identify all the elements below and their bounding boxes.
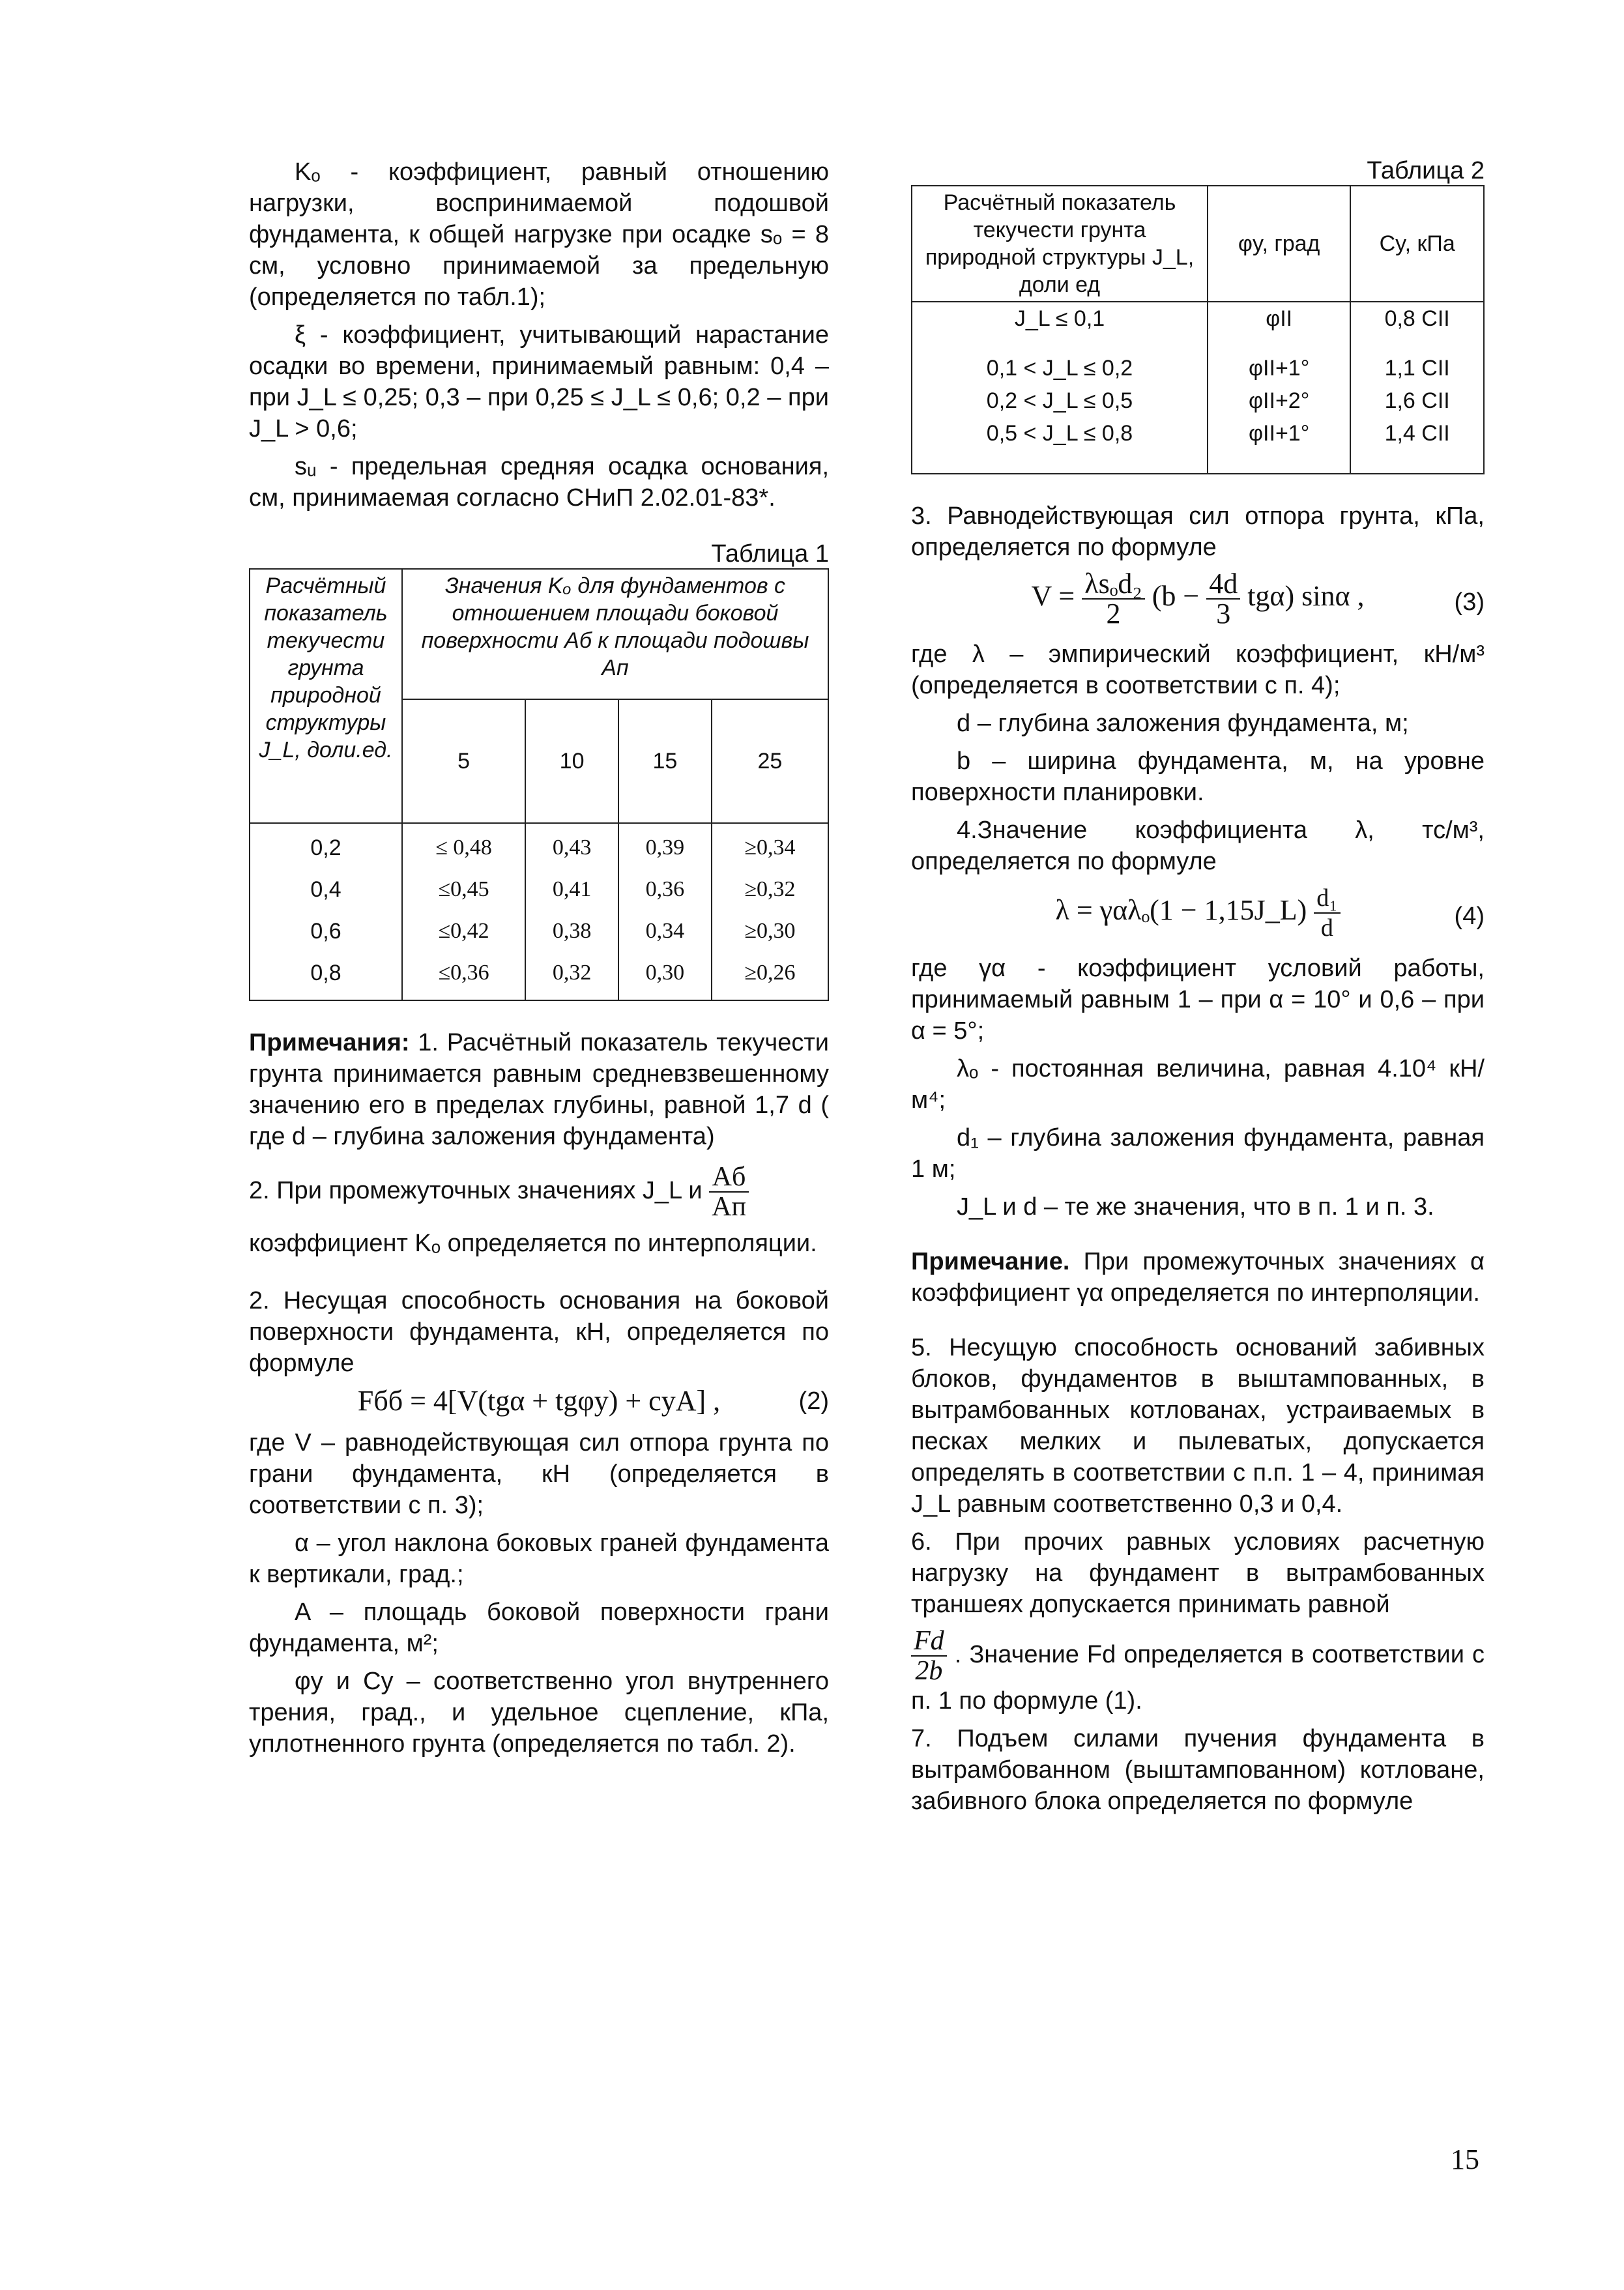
ab-an-fraction	[709, 1163, 749, 1221]
table1-col: 5	[402, 699, 525, 823]
table1-col: 25	[712, 699, 828, 823]
formula-3-denominator: 2	[1106, 598, 1121, 630]
table2-row	[912, 302, 1484, 335]
formula-4-numerator: d₁	[1314, 884, 1340, 914]
paragraph-xi: ξ - коэффициент, учитывающий нарастание осадки во времени, принимаемый равным: 0,4 – при J_L ≤ 0,25; 0,3 – при 0,25 ≤ J_L ≤ 0,6; 0,2 – при J_L > 0,6;	[249, 321, 829, 442]
table2-cell: φII+2°	[1208, 384, 1350, 417]
formula-3-numerator: λsₒd₂	[1082, 570, 1144, 600]
table1-row	[250, 823, 828, 864]
formula-3-number: (3)	[1454, 588, 1485, 616]
table1-row	[250, 864, 828, 906]
table1-cell: ≤0,36	[402, 948, 525, 1000]
paragraph-6-cont: . Значение Fd определяется в соответствии с п. 1 по формуле (1).	[911, 1641, 1485, 1715]
table1-col: 10	[525, 699, 618, 823]
definition-lambda0: λₒ - постоянная величина, равная 4.10⁴ кН/м⁴;	[911, 1055, 1485, 1114]
table1-cell: 0,34	[618, 906, 712, 948]
definition-a: A – площадь боковой поверхности грани фундамента, м²;	[249, 1599, 829, 1657]
definition-alpha: α – угол наклона боковых граней фундамента к вертикали, град.;	[249, 1529, 829, 1588]
table1	[249, 568, 829, 1001]
table1-cell: ≥0,32	[712, 864, 828, 906]
table2-header: Cy, кПа	[1350, 186, 1484, 302]
formula-3-fraction	[1082, 570, 1144, 628]
paragraph-6-formula	[911, 1627, 1485, 1717]
note-right	[911, 1246, 1485, 1309]
table1-cell: ≤ 0,48	[402, 823, 525, 864]
definition-v: где V – равнодействующая сил отпора грунта по грани фундамента, кН (определяется в соответствии с п. 3);	[249, 1429, 829, 1519]
paragraph-7: 7. Подъем силами пучения фундамента в вытрамбованном (выштампованном) котловане, забивного блока определяется по формуле	[911, 1725, 1485, 1815]
formula-2-expression: Fбб = 4[V(tgα + tgφy) + cyA] ,	[357, 1385, 721, 1417]
section-3-intro: 3. Равнодействующая сил отпора грунта, кПа, определяется по формуле	[911, 502, 1485, 561]
notes-title: Примечания:	[249, 1029, 410, 1056]
table1-cell: 0,39	[618, 823, 712, 864]
formula-4-fraction	[1314, 884, 1340, 942]
table1-cell: ≤0,45	[402, 864, 525, 906]
definition-phi-c: φy и Cy – соответственно угол внутреннего трения, град., и удельное сцепление, кПа, уплотненного грунта (определяется по табл. 2).	[249, 1668, 829, 1758]
table2-caption: Таблица 2	[1367, 157, 1485, 184]
table2-cell: 0,1 < J_L ≤ 0,2	[912, 335, 1208, 384]
formula-2	[249, 1385, 829, 1417]
table2-row	[912, 417, 1484, 474]
table1-cell: ≥0,30	[712, 906, 828, 948]
formula-4-denominator: d	[1320, 914, 1333, 942]
fraction-denominator: Aп	[712, 1192, 746, 1222]
formula-4-lhs: λ = γαλₒ(1 − 1,15J_L)	[1055, 894, 1307, 927]
fraction-numerator: Aб	[709, 1163, 749, 1193]
table1-cell: ≥0,26	[712, 948, 828, 1000]
formula-4	[911, 884, 1485, 942]
note-2-continuation: коэффициент Kₒ определяется по интерполяции.	[249, 1230, 817, 1257]
paragraph-5: 5. Несущую способность оснований забивных блоков, фундаментов в выштампованных, в вытрамбованных котлованах, устраиваемых в песках мелких и пылеватых, допускается определять в соответствии с п.п. 1 – 4, принимая J_L равным соответственно 0,3 и 0,4.	[911, 1334, 1485, 1518]
table2-row	[912, 384, 1484, 417]
table1-col: 15	[618, 699, 712, 823]
table1-cell: 0,43	[525, 823, 618, 864]
table1-cell: 0,32	[525, 948, 618, 1000]
formula-3	[911, 570, 1485, 628]
table1-cell: 0,2	[250, 823, 402, 864]
table2-cell: φII+1°	[1208, 417, 1350, 474]
table2-cell: 0,2 < J_L ≤ 0,5	[912, 384, 1208, 417]
left-column	[249, 156, 829, 1766]
formula-3-lhs: V =	[1031, 580, 1075, 613]
table1-row	[250, 906, 828, 948]
table1-row	[250, 948, 828, 1000]
table1-caption: Таблица 1	[711, 540, 829, 568]
definition-lambda: где λ – эмпирический коэффициент, кН/м³ (определяется в соответствии с п. 4);	[911, 641, 1485, 699]
table2-cell: 1,4 CII	[1350, 417, 1484, 474]
table1-cell: 0,4	[250, 864, 402, 906]
table2-cell: J_L ≤ 0,1	[912, 302, 1208, 335]
table2-cell: 1,6 CII	[1350, 384, 1484, 417]
table1-cell: 0,41	[525, 864, 618, 906]
formula-3-inner-numerator: 4d	[1206, 570, 1240, 600]
formula-4-number: (4)	[1454, 903, 1485, 930]
note-right-text: При промежуточных значениях α коэффициент γα определяется по интерполяции.	[911, 1248, 1485, 1307]
notes-paragraph	[249, 1027, 829, 1152]
table2-header: Расчётный показатель текучести грунта природной структуры J_L, доли ед	[912, 186, 1208, 302]
fd-denominator: 2b	[915, 1656, 943, 1686]
definition-d: d – глубина заложения фундамента, м;	[957, 710, 1409, 737]
note-right-label: Примечание.	[911, 1248, 1070, 1275]
note-2	[249, 1163, 829, 1221]
formula-3-tail: tgα) sinα ,	[1247, 580, 1365, 613]
table1-cell: 0,8	[250, 948, 402, 1000]
table1-header-left: Расчётный показатель текучести грунта природной структуры J_L, доли.ед.	[250, 569, 402, 823]
table2-cell: 0,5 < J_L ≤ 0,8	[912, 417, 1208, 474]
fd-numerator: Fd	[911, 1627, 947, 1657]
table2-cell: φII	[1208, 302, 1350, 335]
table2	[911, 185, 1485, 474]
formula-3-inner-denominator: 3	[1216, 598, 1231, 630]
note-1: 1. Расчётный показатель текучести грунта принимается равным средневзвешенному значению его в пределах глубины, равной 1,7 d ( где d – глубина заложения фундамента)	[249, 1029, 829, 1150]
fd-2b-fraction	[911, 1627, 947, 1685]
definition-d1: d₁ – глубина заложения фундамента, равная 1 м;	[911, 1124, 1485, 1183]
table2-header: φy, град	[1208, 186, 1350, 302]
formula-3-inner-fraction	[1206, 570, 1240, 628]
right-column	[911, 156, 1485, 1823]
table1-header-top: Значения Kₒ для фундаментов с отношением площади боковой поверхности Aб к площади подошвы Aп	[402, 569, 828, 699]
table1-cell: ≤0,42	[402, 906, 525, 948]
definition-jl-d: J_L и d – те же значения, что в п. 1 и п. 3.	[957, 1193, 1434, 1221]
definition-b: b – ширина фундамента, м, на уровне поверхности планировки.	[911, 747, 1485, 806]
table2-cell: 1,1 CII	[1350, 335, 1484, 384]
paragraph-su: sᵤ - предельная средняя осадка основания, см, принимаемая согласно СНиП 2.02.01-83*.	[249, 453, 829, 512]
table1-cell: 0,6	[250, 906, 402, 948]
table2-cell: 0,8 CII	[1350, 302, 1484, 335]
table1-cell: ≥0,34	[712, 823, 828, 864]
definition-gamma: где γα - коэффициент условий работы, принимаемый равным 1 – при α = 10° и 0,6 – при α = 5°;	[911, 955, 1485, 1045]
table1-cell: 0,36	[618, 864, 712, 906]
paragraph-6: 6. При прочих равных условиях расчетную нагрузку на фундамент в вытрамбованных траншеях допускается принимать равной	[911, 1528, 1485, 1618]
section-4-intro: 4.Значение коэффициента λ, тс/м³, определяется по формуле	[911, 817, 1485, 875]
table1-cell: 0,38	[525, 906, 618, 948]
section-2-intro: 2. Несущая способность основания на боковой поверхности фундамента, кН, определяется по формуле	[249, 1287, 829, 1377]
paragraph-k0: Kₒ - коэффициент, равный отношению нагрузки, воспринимаемой подошвой фундамента, к общей нагрузке при осадке sₒ = 8 см, условно принимаемой за предельную (определяется по табл.1);	[249, 158, 829, 311]
formula-3-mid: (b −	[1152, 580, 1200, 613]
table2-cell: φII+1°	[1208, 335, 1350, 384]
table2-row	[912, 335, 1484, 384]
note-2-text: 2. При промежуточных значениях J_L и	[249, 1177, 703, 1205]
formula-2-number: (2)	[798, 1387, 829, 1415]
table1-cell: 0,30	[618, 948, 712, 1000]
page-number: 15	[1451, 2143, 1479, 2175]
